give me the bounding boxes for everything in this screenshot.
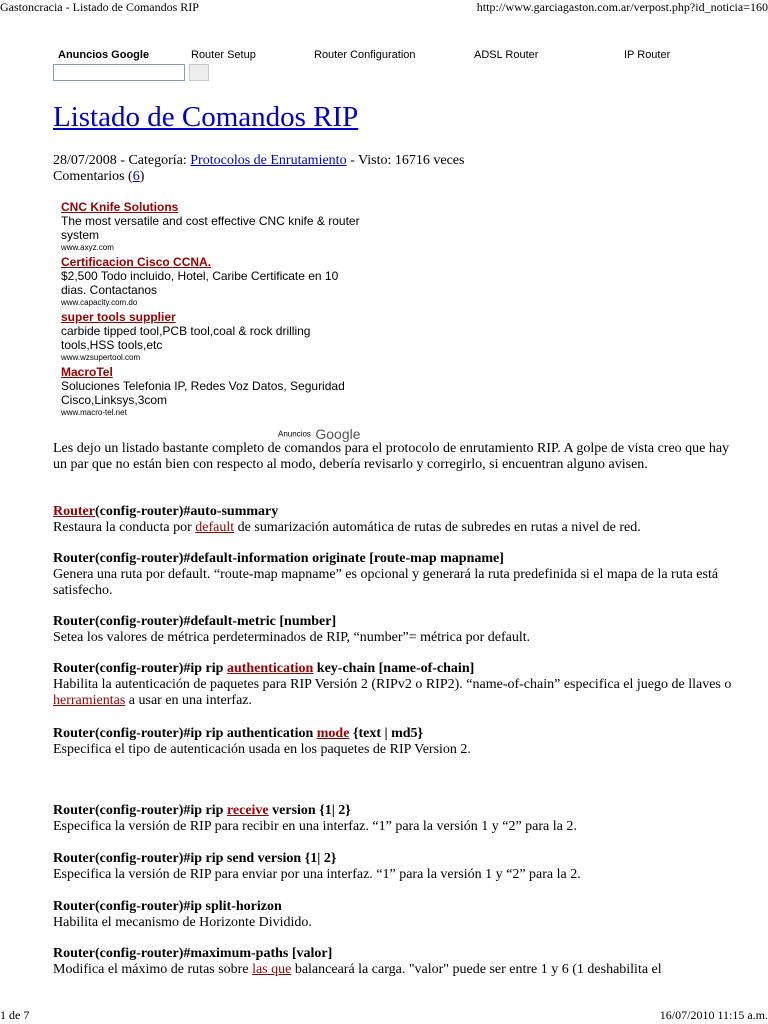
print-header-url: http://www.garciagaston.com.ar/verpost.php?id_noticia=160 (476, 0, 768, 14)
keyword-link[interactable]: authentication (226, 661, 314, 676)
google-ad-links-bar (58, 48, 758, 64)
command-syntax: Router(config-router)#default-metric [number] (53, 614, 337, 629)
keyword-link[interactable]: herramientas (53, 693, 126, 708)
ad-text: $2,500 Todo incluido, Hotel, Caribe Certificate en 10 dias. Contactanos (61, 269, 339, 297)
command-description: Especifica la versión de RIP para enviar por una interfaz. “1” para la versión 1 y “2” para la 2. (53, 867, 581, 882)
description-text: Restaura la conducta por (53, 520, 196, 535)
print-header-title: Gastoncracia - Listado de Comandos RIP (0, 0, 199, 14)
google-wordmark: Google (315, 425, 361, 442)
command-description: Setea los valores de métrica perdeterminados de RIP, “number”= métrica por default. (53, 630, 531, 645)
ad-url[interactable]: www.wzsupertool.com (61, 353, 141, 362)
command-description: Especifica el tipo de autenticación usada en los paquetes de RIP Version 2. (53, 742, 471, 757)
comments-line (53, 168, 144, 185)
search-input[interactable] (53, 64, 185, 81)
nav-link-router-setup[interactable]: Router Setup (191, 49, 256, 61)
description-text: de sumarización automática de rutas de subredes en rutas a nivel de red. (234, 520, 641, 535)
command-syntax-text: (config-router)#auto-summary (95, 504, 279, 519)
search-button[interactable] (189, 64, 209, 81)
ad-text: The most versatile and cost effective CNC knife & router system (61, 214, 360, 242)
intro-paragraph: Les dejo un listado bastante completo de comandos para el protocolo de enrutamiento RIP. A golpe de vista creo que hay un par que no están bien con respecto al modo, debería revisarlo y corregirlo, si encuentran alguno avisen. (53, 441, 730, 472)
command-description (53, 677, 743, 709)
command-syntax: Router(config-router)#ip split-horizon (53, 899, 282, 914)
view-count: - Visto: 16716 veces (346, 153, 465, 168)
google-ads-label: Anuncios Google (58, 49, 150, 61)
command-syntax (53, 726, 743, 742)
ad-item (61, 255, 361, 309)
command-description: Genera una ruta por default. “route-map mapname” es opcional y generará la ruta predefinida si el mapa de la ruta está satisfecho. (53, 567, 719, 598)
command-entry (53, 551, 743, 599)
post-meta (53, 152, 464, 169)
command-syntax-text: key-chain [name-of-chain] (313, 661, 475, 676)
keyword-link[interactable]: Router (53, 504, 95, 519)
category-prefix: - Categoría: (116, 153, 191, 168)
command-entry (53, 946, 743, 978)
command-syntax (53, 803, 743, 819)
ad-block (61, 200, 361, 420)
comments-count-link[interactable]: 6 (132, 169, 140, 184)
nav-link-ip-router[interactable]: IP Router (624, 49, 671, 61)
ad-title-link[interactable]: super tools supplier (61, 310, 176, 324)
post-date: 28/07/2008 (53, 153, 117, 168)
comments-close: ) (139, 169, 145, 184)
command-syntax-text: Router(config-router)#ip rip authentication (53, 726, 317, 741)
print-footer-page: 1 de 7 (0, 1008, 30, 1022)
ad-url[interactable]: www.axyz.com (61, 243, 114, 252)
command-description (53, 520, 743, 536)
category-link[interactable]: Protocolos de Enrutamiento (190, 153, 347, 168)
command-syntax-text: version {1| 2} (268, 803, 351, 818)
nav-link-adsl-router[interactable]: ADSL Router (474, 49, 539, 61)
description-text: Habilita la autenticación de paquetes para RIP Versión 2 (RIPv2 o RIP2). “name-of-chain” especifica el juego de llaves o (53, 677, 732, 692)
command-syntax: Router(config-router)#ip rip send version {1| 2} (53, 851, 337, 866)
command-description: Especifica la versión de RIP para recibir en una interfaz. “1” para la versión 1 y “2” para la 2. (53, 819, 577, 834)
page-title[interactable]: Listado de Comandos RIP (53, 101, 359, 133)
command-description: Habilita el mecanismo de Horizonte Dividido. (53, 915, 312, 930)
ad-title-link[interactable]: Certificacion Cisco CCNA. (61, 255, 212, 269)
nav-link-router-configuration[interactable]: Router Configuration (314, 49, 416, 61)
ad-url[interactable]: www.macro-tel.net (61, 408, 127, 417)
command-entry (53, 803, 743, 835)
keyword-link[interactable]: mode (316, 726, 350, 741)
ads-by-label: Anuncios (278, 429, 311, 439)
ad-title-link[interactable]: CNC Knife Solutions (61, 200, 179, 214)
command-syntax: Router(config-router)#maximum-paths [valor] (53, 946, 333, 961)
description-text: a usar en una interfaz. (125, 693, 253, 708)
command-entry (53, 614, 743, 646)
print-footer-datetime: 16/07/2010 11:15 a.m. (659, 1008, 768, 1022)
command-syntax (53, 504, 743, 520)
keyword-link[interactable]: las que (252, 962, 292, 977)
ad-text: carbide tipped tool,PCB tool,coal & rock drilling tools,HSS tools,etc (61, 324, 311, 352)
keyword-link[interactable]: receive (226, 803, 269, 818)
command-syntax: Router(config-router)#default-information originate [route-map mapname] (53, 551, 504, 566)
ad-item (61, 310, 361, 364)
ad-title-link[interactable]: MacroTel (61, 365, 113, 379)
command-entry (53, 851, 743, 883)
keyword-link[interactable]: default (195, 520, 235, 535)
command-entry (53, 661, 743, 709)
description-text: balanceará la carga. "valor" puede ser entre 1 y 6 (1 deshabilita el (291, 962, 662, 977)
command-syntax (53, 661, 743, 677)
command-syntax-text: Router(config-router)#ip rip (53, 803, 227, 818)
ad-item (61, 365, 361, 419)
command-syntax-text: {text | md5} (349, 726, 424, 741)
command-syntax-text: Router(config-router)#ip rip (53, 661, 227, 676)
ad-item (61, 200, 361, 254)
description-text: Modifica el máximo de rutas sobre (53, 962, 253, 977)
ad-url[interactable]: www.capacity.com.do (61, 298, 138, 307)
command-entry (53, 504, 743, 536)
ad-text: Soluciones Telefonia IP, Redes Voz Datos, Seguridad Cisco,Linksys,3com (61, 379, 345, 407)
command-entry (53, 726, 743, 758)
command-description (53, 962, 743, 978)
command-entry (53, 899, 743, 931)
comments-label: Comentarios ( (53, 169, 133, 184)
